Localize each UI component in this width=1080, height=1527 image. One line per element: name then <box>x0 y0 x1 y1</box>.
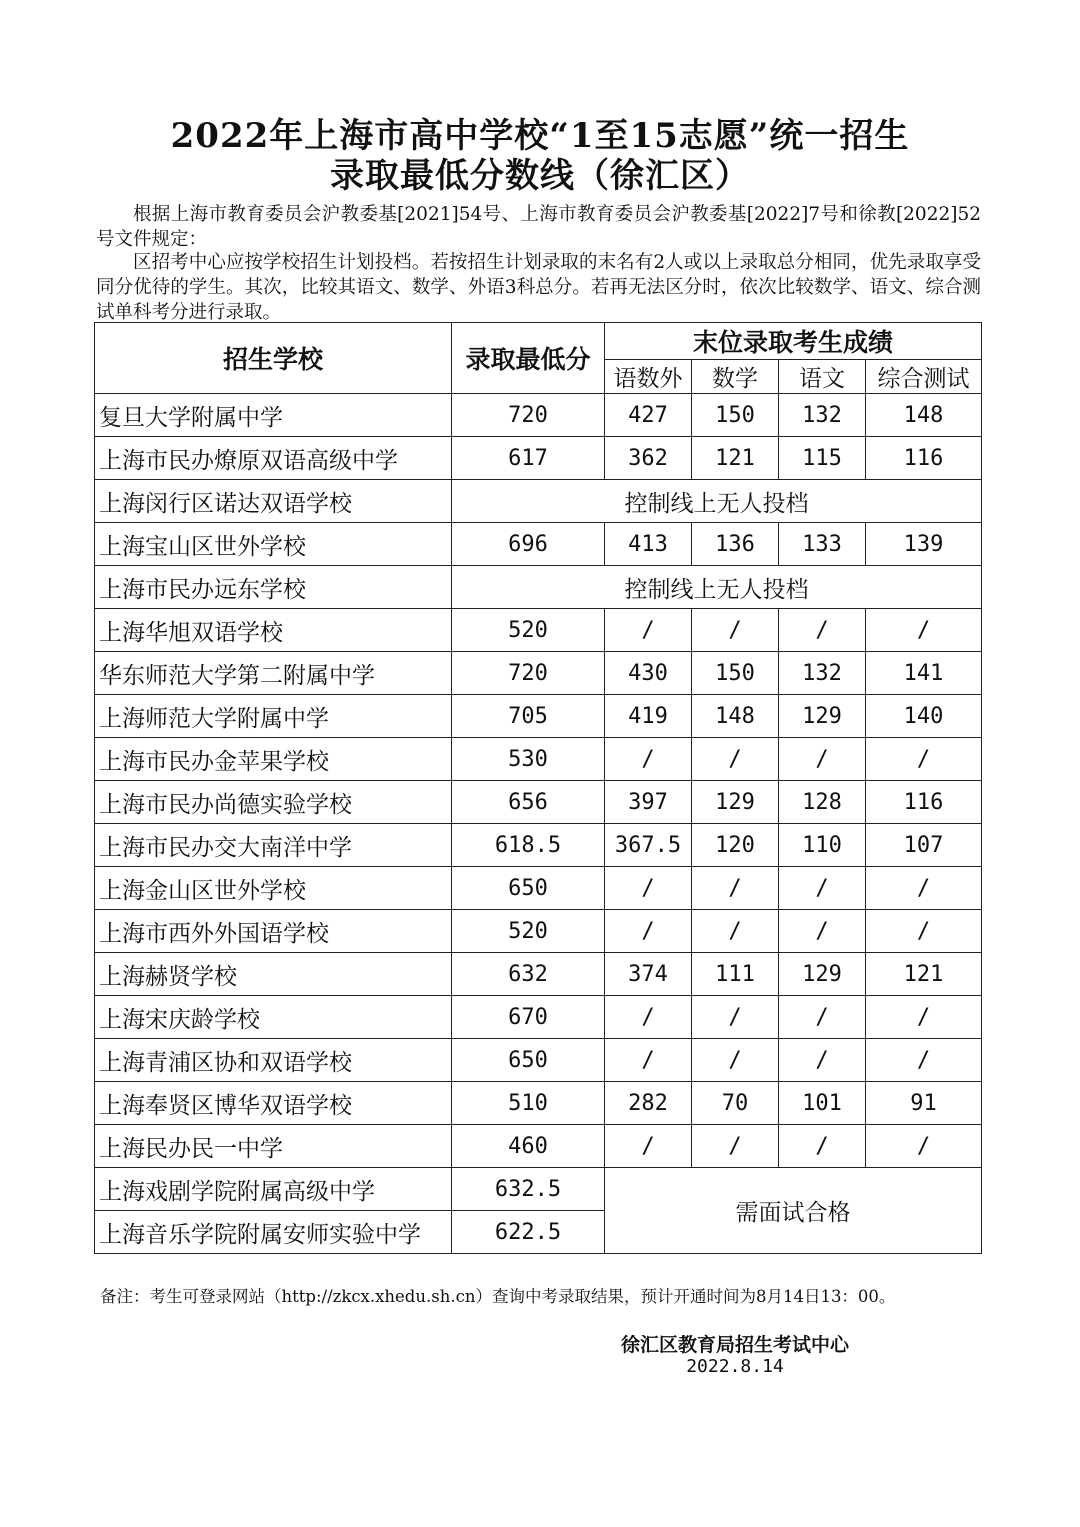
school-name: 上海闵行区诺达双语学校 <box>95 480 452 523</box>
score-ysw: / <box>605 1039 692 1082</box>
min-score: 650 <box>452 867 605 910</box>
header-school: 招生学校 <box>95 323 452 394</box>
table-row <box>95 523 982 566</box>
score-comprehensive: 140 <box>866 695 982 738</box>
header-chinese: 语文 <box>779 360 866 394</box>
score-comprehensive: / <box>866 609 982 652</box>
document-title-line1: 2022年上海市高中学校“1至15志愿”统一招生 <box>170 116 910 156</box>
school-name: 上海民办民一中学 <box>95 1125 452 1168</box>
score-comprehensive: / <box>866 1125 982 1168</box>
table-row <box>95 437 982 480</box>
score-chinese: / <box>779 738 866 781</box>
table-row <box>95 566 982 609</box>
score-math: 136 <box>692 523 779 566</box>
score-math: / <box>692 867 779 910</box>
score-comprehensive: / <box>866 738 982 781</box>
header-comprehensive: 综合测试 <box>866 360 982 394</box>
school-name: 华东师范大学第二附属中学 <box>95 652 452 695</box>
score-comprehensive: 148 <box>866 394 982 437</box>
school-name: 上海市民办尚德实验学校 <box>95 781 452 824</box>
score-math: / <box>692 996 779 1039</box>
min-score: 632.5 <box>452 1168 605 1211</box>
table-row <box>95 953 982 996</box>
school-name: 上海奉贤区博华双语学校 <box>95 1082 452 1125</box>
score-ysw: 413 <box>605 523 692 566</box>
score-chinese: 128 <box>779 781 866 824</box>
school-name: 上海金山区世外学校 <box>95 867 452 910</box>
issuing-organization: 徐汇区教育局招生考试中心 <box>620 1334 849 1356</box>
school-name: 上海市民办交大南洋中学 <box>95 824 452 867</box>
score-math: 70 <box>692 1082 779 1125</box>
score-ysw: 427 <box>605 394 692 437</box>
school-name: 上海华旭双语学校 <box>95 609 452 652</box>
score-comprehensive: / <box>866 867 982 910</box>
score-ysw: / <box>605 996 692 1039</box>
table-row <box>95 910 982 953</box>
rules-paragraph: 区招考中心应按学校招生计划投档。若按招生计划录取的末名有2人或以上录取总分相同，优先录取享受同分优待的学生。其次，比较其语文、数学、外语3科总分。若再无法区分时，依次比较数学、语文、综合测试单科考分进行录取。 <box>96 252 981 323</box>
min-score: 460 <box>452 1125 605 1168</box>
school-name: 上海赫贤学校 <box>95 953 452 996</box>
min-score: 705 <box>452 695 605 738</box>
score-ysw: 430 <box>605 652 692 695</box>
min-score: 617 <box>452 437 605 480</box>
score-comprehensive: 116 <box>866 781 982 824</box>
score-ysw: 362 <box>605 437 692 480</box>
header-chinese-math-english: 语数外 <box>605 360 692 394</box>
score-comprehensive: 139 <box>866 523 982 566</box>
score-comprehensive: 116 <box>866 437 982 480</box>
min-score: 650 <box>452 1039 605 1082</box>
table-row <box>95 781 982 824</box>
score-math: / <box>692 1125 779 1168</box>
table-row <box>95 738 982 781</box>
score-chinese: 132 <box>779 394 866 437</box>
no-applicants-note: 控制线上无人投档 <box>452 566 982 609</box>
header-math: 数学 <box>692 360 779 394</box>
score-math: 129 <box>692 781 779 824</box>
table-row <box>95 609 982 652</box>
min-score: 720 <box>452 652 605 695</box>
table-row <box>95 652 982 695</box>
score-comprehensive: 141 <box>866 652 982 695</box>
school-name: 上海市西外外国语学校 <box>95 910 452 953</box>
header-min-score: 录取最低分 <box>452 323 605 394</box>
score-chinese: 101 <box>779 1082 866 1125</box>
score-chinese: 133 <box>779 523 866 566</box>
document-title-line2: 录取最低分数线（徐汇区） <box>330 156 750 196</box>
min-score: 530 <box>452 738 605 781</box>
table-row <box>95 394 982 437</box>
table-row <box>95 867 982 910</box>
min-score: 510 <box>452 1082 605 1125</box>
score-math: / <box>692 609 779 652</box>
score-math: 150 <box>692 652 779 695</box>
min-score: 618.5 <box>452 824 605 867</box>
table-row <box>95 824 982 867</box>
score-ysw: 419 <box>605 695 692 738</box>
school-name: 上海市民办金苹果学校 <box>95 738 452 781</box>
score-ysw: / <box>605 609 692 652</box>
school-name: 上海戏剧学院附属高级中学 <box>95 1168 452 1211</box>
score-math: 120 <box>692 824 779 867</box>
score-ysw: / <box>605 867 692 910</box>
issue-date: 2022.8.14 <box>686 1356 784 1377</box>
table-row <box>95 480 982 523</box>
school-name: 上海宋庆龄学校 <box>95 996 452 1039</box>
table-row <box>95 1082 982 1125</box>
min-score: 622.5 <box>452 1211 605 1254</box>
score-ysw: 282 <box>605 1082 692 1125</box>
score-chinese: / <box>779 1039 866 1082</box>
score-ysw: 374 <box>605 953 692 996</box>
score-chinese: 129 <box>779 953 866 996</box>
score-chinese: / <box>779 1125 866 1168</box>
min-score: 696 <box>452 523 605 566</box>
table-row <box>95 1168 982 1211</box>
score-comprehensive: / <box>866 996 982 1039</box>
score-chinese: 115 <box>779 437 866 480</box>
min-score: 656 <box>452 781 605 824</box>
footnote: 备注：考生可登录网站（http://zkcx.xhedu.sh.cn）查询中考录取结果，预计开通时间为8月14日13：00。 <box>100 1287 896 1306</box>
policy-paragraph: 根据上海市教育委员会沪教委基[2021]54号、上海市教育委员会沪教委基[2022]7号和徐教[2022]52号文件规定： <box>96 204 981 250</box>
score-chinese: / <box>779 996 866 1039</box>
score-math: 111 <box>692 953 779 996</box>
score-ysw: 397 <box>605 781 692 824</box>
score-comprehensive: 121 <box>866 953 982 996</box>
score-chinese: / <box>779 867 866 910</box>
admission-score-table <box>94 322 982 1254</box>
school-name: 上海师范大学附属中学 <box>95 695 452 738</box>
school-name: 上海宝山区世外学校 <box>95 523 452 566</box>
score-comprehensive: / <box>866 1039 982 1082</box>
school-name: 上海音乐学院附属安师实验中学 <box>95 1211 452 1254</box>
score-chinese: / <box>779 910 866 953</box>
score-math: 150 <box>692 394 779 437</box>
score-math: / <box>692 910 779 953</box>
min-score: 670 <box>452 996 605 1039</box>
score-comprehensive: / <box>866 910 982 953</box>
score-math: 148 <box>692 695 779 738</box>
min-score: 720 <box>452 394 605 437</box>
score-chinese: 132 <box>779 652 866 695</box>
score-math: / <box>692 738 779 781</box>
school-name: 上海市民办燎原双语高级中学 <box>95 437 452 480</box>
score-comprehensive: 107 <box>866 824 982 867</box>
interview-required-note: 需面试合格 <box>605 1168 982 1254</box>
min-score: 520 <box>452 910 605 953</box>
score-math: 121 <box>692 437 779 480</box>
score-ysw: / <box>605 1125 692 1168</box>
score-comprehensive: 91 <box>866 1082 982 1125</box>
score-chinese: 129 <box>779 695 866 738</box>
table-row <box>95 1125 982 1168</box>
school-name: 上海市民办远东学校 <box>95 566 452 609</box>
score-chinese: / <box>779 609 866 652</box>
no-applicants-note: 控制线上无人投档 <box>452 480 982 523</box>
min-score: 520 <box>452 609 605 652</box>
table-row <box>95 695 982 738</box>
header-last-admitted: 末位录取考生成绩 <box>605 323 982 360</box>
min-score: 632 <box>452 953 605 996</box>
score-ysw: / <box>605 910 692 953</box>
school-name: 上海青浦区协和双语学校 <box>95 1039 452 1082</box>
score-ysw: / <box>605 738 692 781</box>
school-name: 复旦大学附属中学 <box>95 394 452 437</box>
score-ysw: 367.5 <box>605 824 692 867</box>
score-math: / <box>692 1039 779 1082</box>
score-chinese: 110 <box>779 824 866 867</box>
table-row <box>95 996 982 1039</box>
table-row <box>95 1039 982 1082</box>
